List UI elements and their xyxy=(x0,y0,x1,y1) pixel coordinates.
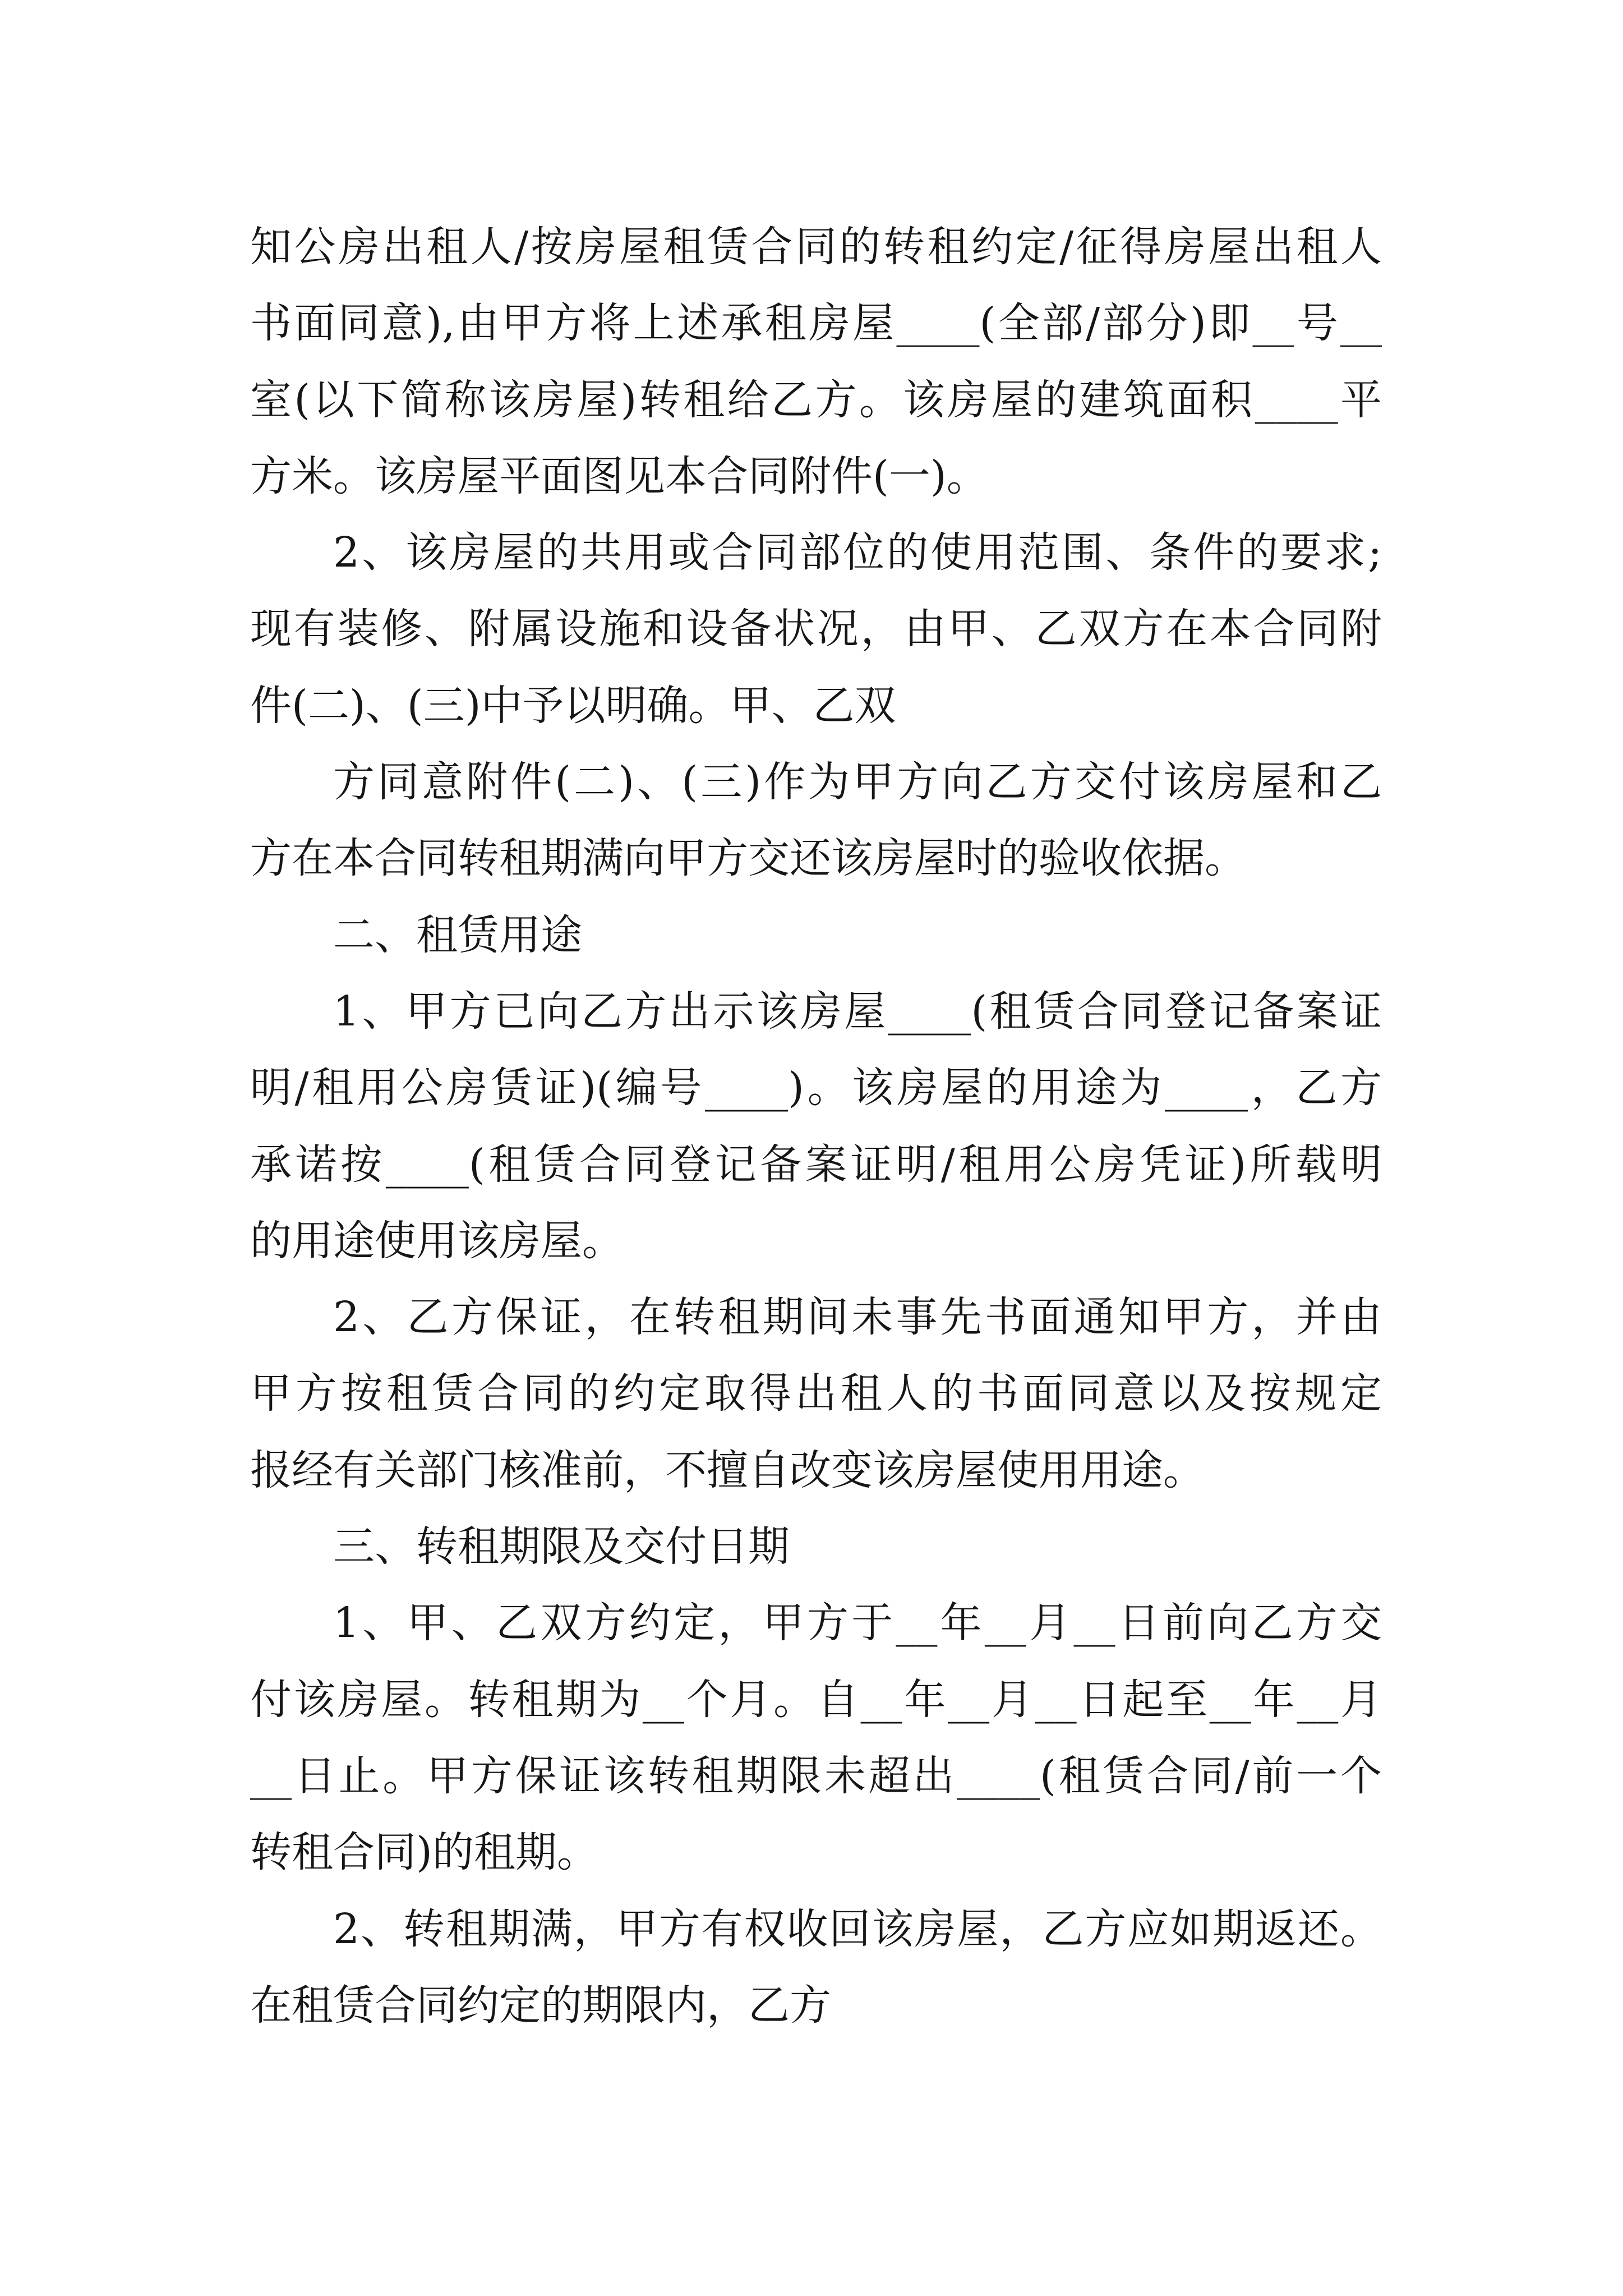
text-line: 转租合同)的租期。 xyxy=(250,1828,598,1877)
text-line: 甲方按租赁合同的约定取得出租人的书面同意以及按规定 xyxy=(250,1369,1382,1418)
text-line: 2、转租期满，甲方有权收回该房屋，乙方应如期返还。 xyxy=(333,1904,1382,1953)
paragraph xyxy=(250,1891,1382,2044)
text-line: __日止。甲方保证该转租期限未超出____(租赁合同/前一个 xyxy=(250,1751,1382,1800)
text-line: 的用途使用该房屋。 xyxy=(250,1216,624,1265)
text-line: 室(以下简称该房屋)转租给乙方。该房屋的建筑面积____平 xyxy=(250,375,1382,424)
text-line: 1、甲方已向乙方出示该房屋____(租赁合同登记备案证 xyxy=(333,987,1382,1036)
text-line: 书面同意),由甲方将上述承租房屋____(全部/部分)即__号__ xyxy=(250,299,1382,348)
section-heading-text: 三、转租期限及交付日期 xyxy=(333,1522,790,1571)
section-heading-text: 二、租赁用途 xyxy=(333,910,582,959)
text-line: 2、该房屋的共用或合同部位的使用范围、条件的要求; xyxy=(333,528,1382,577)
text-line: 2、乙方保证，在转租期间未事先书面通知甲方，并由 xyxy=(333,1293,1382,1342)
text-line: 知公房出租人/按房屋租赁合同的转租约定/征得房屋出租人 xyxy=(250,223,1382,271)
section-heading xyxy=(250,897,1382,973)
text-line: 报经有关部门核准前，不擅自改变该房屋使用用途。 xyxy=(250,1446,1205,1494)
document-body xyxy=(250,209,1382,2044)
paragraph xyxy=(250,973,1382,1279)
text-line: 1、甲、乙双方约定，甲方于__年__月__日前向乙方交 xyxy=(333,1599,1382,1648)
text-line: 方米。该房屋平面图见本合同附件(一)。 xyxy=(250,452,988,500)
text-line: 现有装修、附属设施和设备状况，由甲、乙双方在本合同附 xyxy=(250,605,1382,654)
paragraph xyxy=(250,514,1382,744)
paragraph xyxy=(250,744,1382,897)
text-line: 件(二)、(三)中予以明确。甲、乙双 xyxy=(250,681,896,730)
paragraph xyxy=(250,1279,1382,1508)
text-line: 明/租用公房赁证)(编号____)。该房屋的用途为____，乙方 xyxy=(250,1064,1382,1112)
text-line: 方同意附件(二)、(三)作为甲方向乙方交付该房屋和乙 xyxy=(333,758,1382,807)
paragraph xyxy=(250,1585,1382,1890)
text-line: 方在本合同转租期满向甲方交还该房屋时的验收依据。 xyxy=(250,834,1246,883)
text-line: 在租赁合同约定的期限内，乙方 xyxy=(250,1981,831,2030)
section-heading xyxy=(250,1508,1382,1585)
text-line: 承诺按____(租赁合同登记备案证明/租用公房凭证)所载明 xyxy=(250,1140,1382,1189)
text-line: 付该房屋。转租期为__个月。自__年__月__日起至__年__月 xyxy=(250,1675,1382,1724)
paragraph xyxy=(250,209,1382,514)
